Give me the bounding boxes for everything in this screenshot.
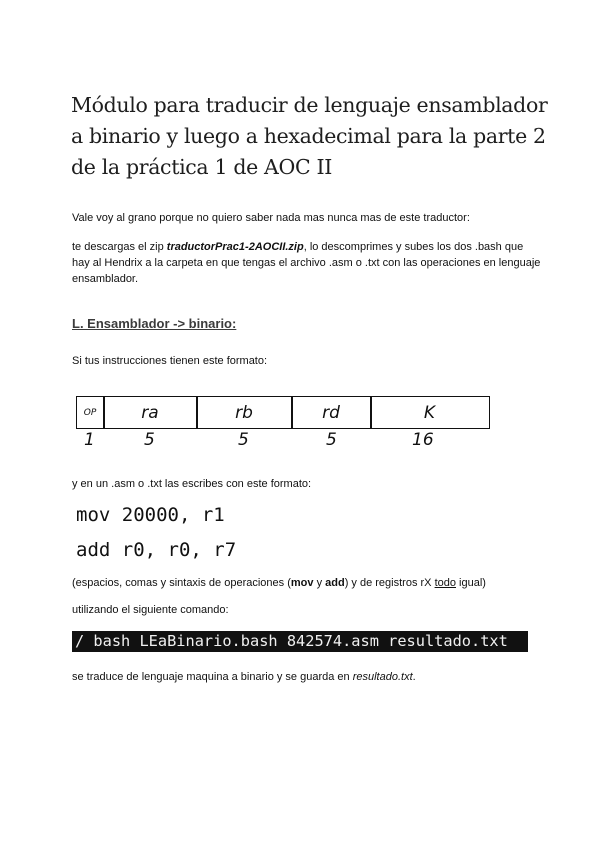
instructions-before: te descargas el zip <box>72 241 167 253</box>
note-text: ) y de registros <box>344 577 421 589</box>
code-line: add r0, r0, r7 <box>76 539 237 561</box>
result-filename: resultado.txt <box>352 671 413 683</box>
field-ra: ra <box>141 402 159 423</box>
page-title: Módulo para traducir de lenguaje ensamblador a binario y luego a hexadecimal para la parte 2 de la práctica 1 de AOC II <box>71 93 548 179</box>
intro-paragraph: Vale voy al grano porque no quiero saber nada mas nunca mas de este traductor: <box>72 212 470 224</box>
result-text: se traduce de lenguaje maquina a binario y se guarda en <box>72 671 353 683</box>
zip-filename: traductorPrac1-2AOCII.zip <box>166 241 304 253</box>
section-heading: L. Ensamblador -> binario: <box>72 316 237 331</box>
result-paragraph <box>72 669 416 685</box>
instructions-after: , lo descomprimes y subes los dos .bash que hay al Hendrix a la carpeta en que tengas el archivo .asm o .txt con las operaciones en lenguaje ensamblador. <box>72 241 541 285</box>
command-intro: utilizando el siguiente comando: <box>72 604 229 616</box>
field-op: OP <box>83 407 97 418</box>
note-mov: mov <box>290 577 314 589</box>
terminal-command: / bash LEaBinario.bash 842574.asm resultado.txt <box>72 631 528 652</box>
bits-rb: 5 <box>238 430 249 450</box>
note-text: igual) <box>456 577 486 589</box>
syntax-note <box>72 575 486 591</box>
download-instructions <box>72 239 542 287</box>
format-intro: Si tus instrucciones tienen este formato: <box>72 355 268 367</box>
bits-k: 16 <box>412 430 434 450</box>
note-text: (espacios, comas y sintaxis de operaciones ( <box>72 577 291 589</box>
note-rx: rX <box>420 577 432 589</box>
note-todo: todo <box>434 577 456 589</box>
asm-intro: y en un .asm o .txt las escribes con este formato: <box>72 478 312 490</box>
field-k: K <box>423 402 436 423</box>
instruction-format-diagram <box>76 396 490 429</box>
bits-ra: 5 <box>144 430 155 450</box>
bits-op: 1 <box>84 430 95 450</box>
bits-rd: 5 <box>326 430 337 450</box>
field-rd: rd <box>322 402 340 423</box>
note-add: add <box>325 577 345 589</box>
code-line: mov 20000, r1 <box>76 504 225 526</box>
result-text: . <box>412 671 416 683</box>
note-text: y <box>313 577 326 589</box>
field-rb: rb <box>235 402 253 423</box>
